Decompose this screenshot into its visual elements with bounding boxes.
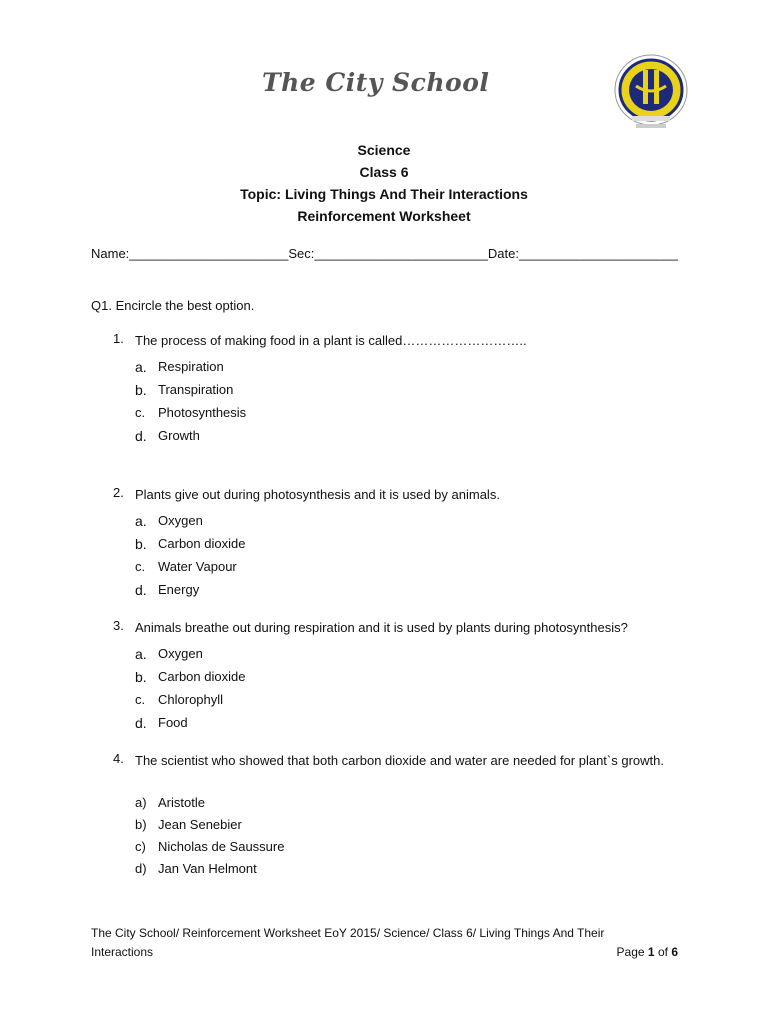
topic-title: Topic: Living Things And Their Interactions — [240, 186, 528, 202]
question-2 — [113, 484, 675, 601]
question-text: The scientist who showed that both carbon dioxide and water are needed for plant`s growth. — [135, 753, 664, 768]
footer-caption: The City School/ Reinforcement Worksheet EoY 2015/ Science/ Class 6/ Living Things And Their Interactions — [91, 926, 605, 959]
worksheet-header — [0, 139, 768, 227]
option-b: b. Carbon dioxide — [135, 668, 246, 685]
option-c: c. Chlorophyll — [135, 692, 224, 707]
option-a: a. Oxygen — [135, 645, 203, 662]
option-d: d. Food — [135, 714, 188, 731]
school-seal-icon — [612, 52, 690, 132]
page-number: Page 1 of 6 — [616, 945, 678, 959]
question-text: Animals breathe out during respiration and it is used by plants during photosynthesis? — [135, 620, 628, 635]
school-logo-text: The City School — [262, 68, 490, 97]
option-c: c. Photosynthesis — [135, 405, 247, 420]
option-c: c. Water Vapour — [135, 559, 237, 574]
option-list — [135, 791, 675, 879]
option-c: c) Nicholas de Saussure — [135, 838, 285, 854]
option-list — [135, 509, 675, 601]
question-text: The process of making food in a plant is called……………………….. — [135, 333, 527, 348]
question-number: 1. — [113, 331, 124, 346]
section-instruction: Q1. Encircle the best option. — [91, 298, 255, 313]
option-a: a. Oxygen — [135, 512, 203, 529]
student-info-line: Name:______________________Sec:________________________Date:______________________ — [91, 246, 679, 261]
class-title: Class 6 — [359, 164, 409, 180]
question-number: 2. — [113, 485, 124, 500]
option-a: a) Aristotle — [135, 794, 205, 810]
option-d: d. Energy — [135, 581, 200, 598]
option-list — [135, 355, 675, 447]
question-text: Plants give out during photosynthesis and it is used by animals. — [135, 487, 500, 502]
option-b: b. Transpiration — [135, 381, 234, 398]
question-1 — [113, 330, 675, 447]
option-b: b. Carbon dioxide — [135, 535, 246, 552]
option-d: d) Jan Van Helmont — [135, 860, 257, 876]
option-b: b) Jean Senebier — [135, 816, 242, 832]
worksheet-title: Reinforcement Worksheet — [297, 208, 471, 224]
question-number: 3. — [113, 618, 124, 633]
question-number: 4. — [113, 751, 124, 766]
option-a: a. Respiration — [135, 358, 224, 375]
question-3 — [113, 617, 675, 734]
question-4 — [113, 750, 675, 879]
option-d: d. Growth — [135, 427, 200, 444]
option-list — [135, 642, 675, 734]
subject-title: Science — [357, 142, 411, 158]
